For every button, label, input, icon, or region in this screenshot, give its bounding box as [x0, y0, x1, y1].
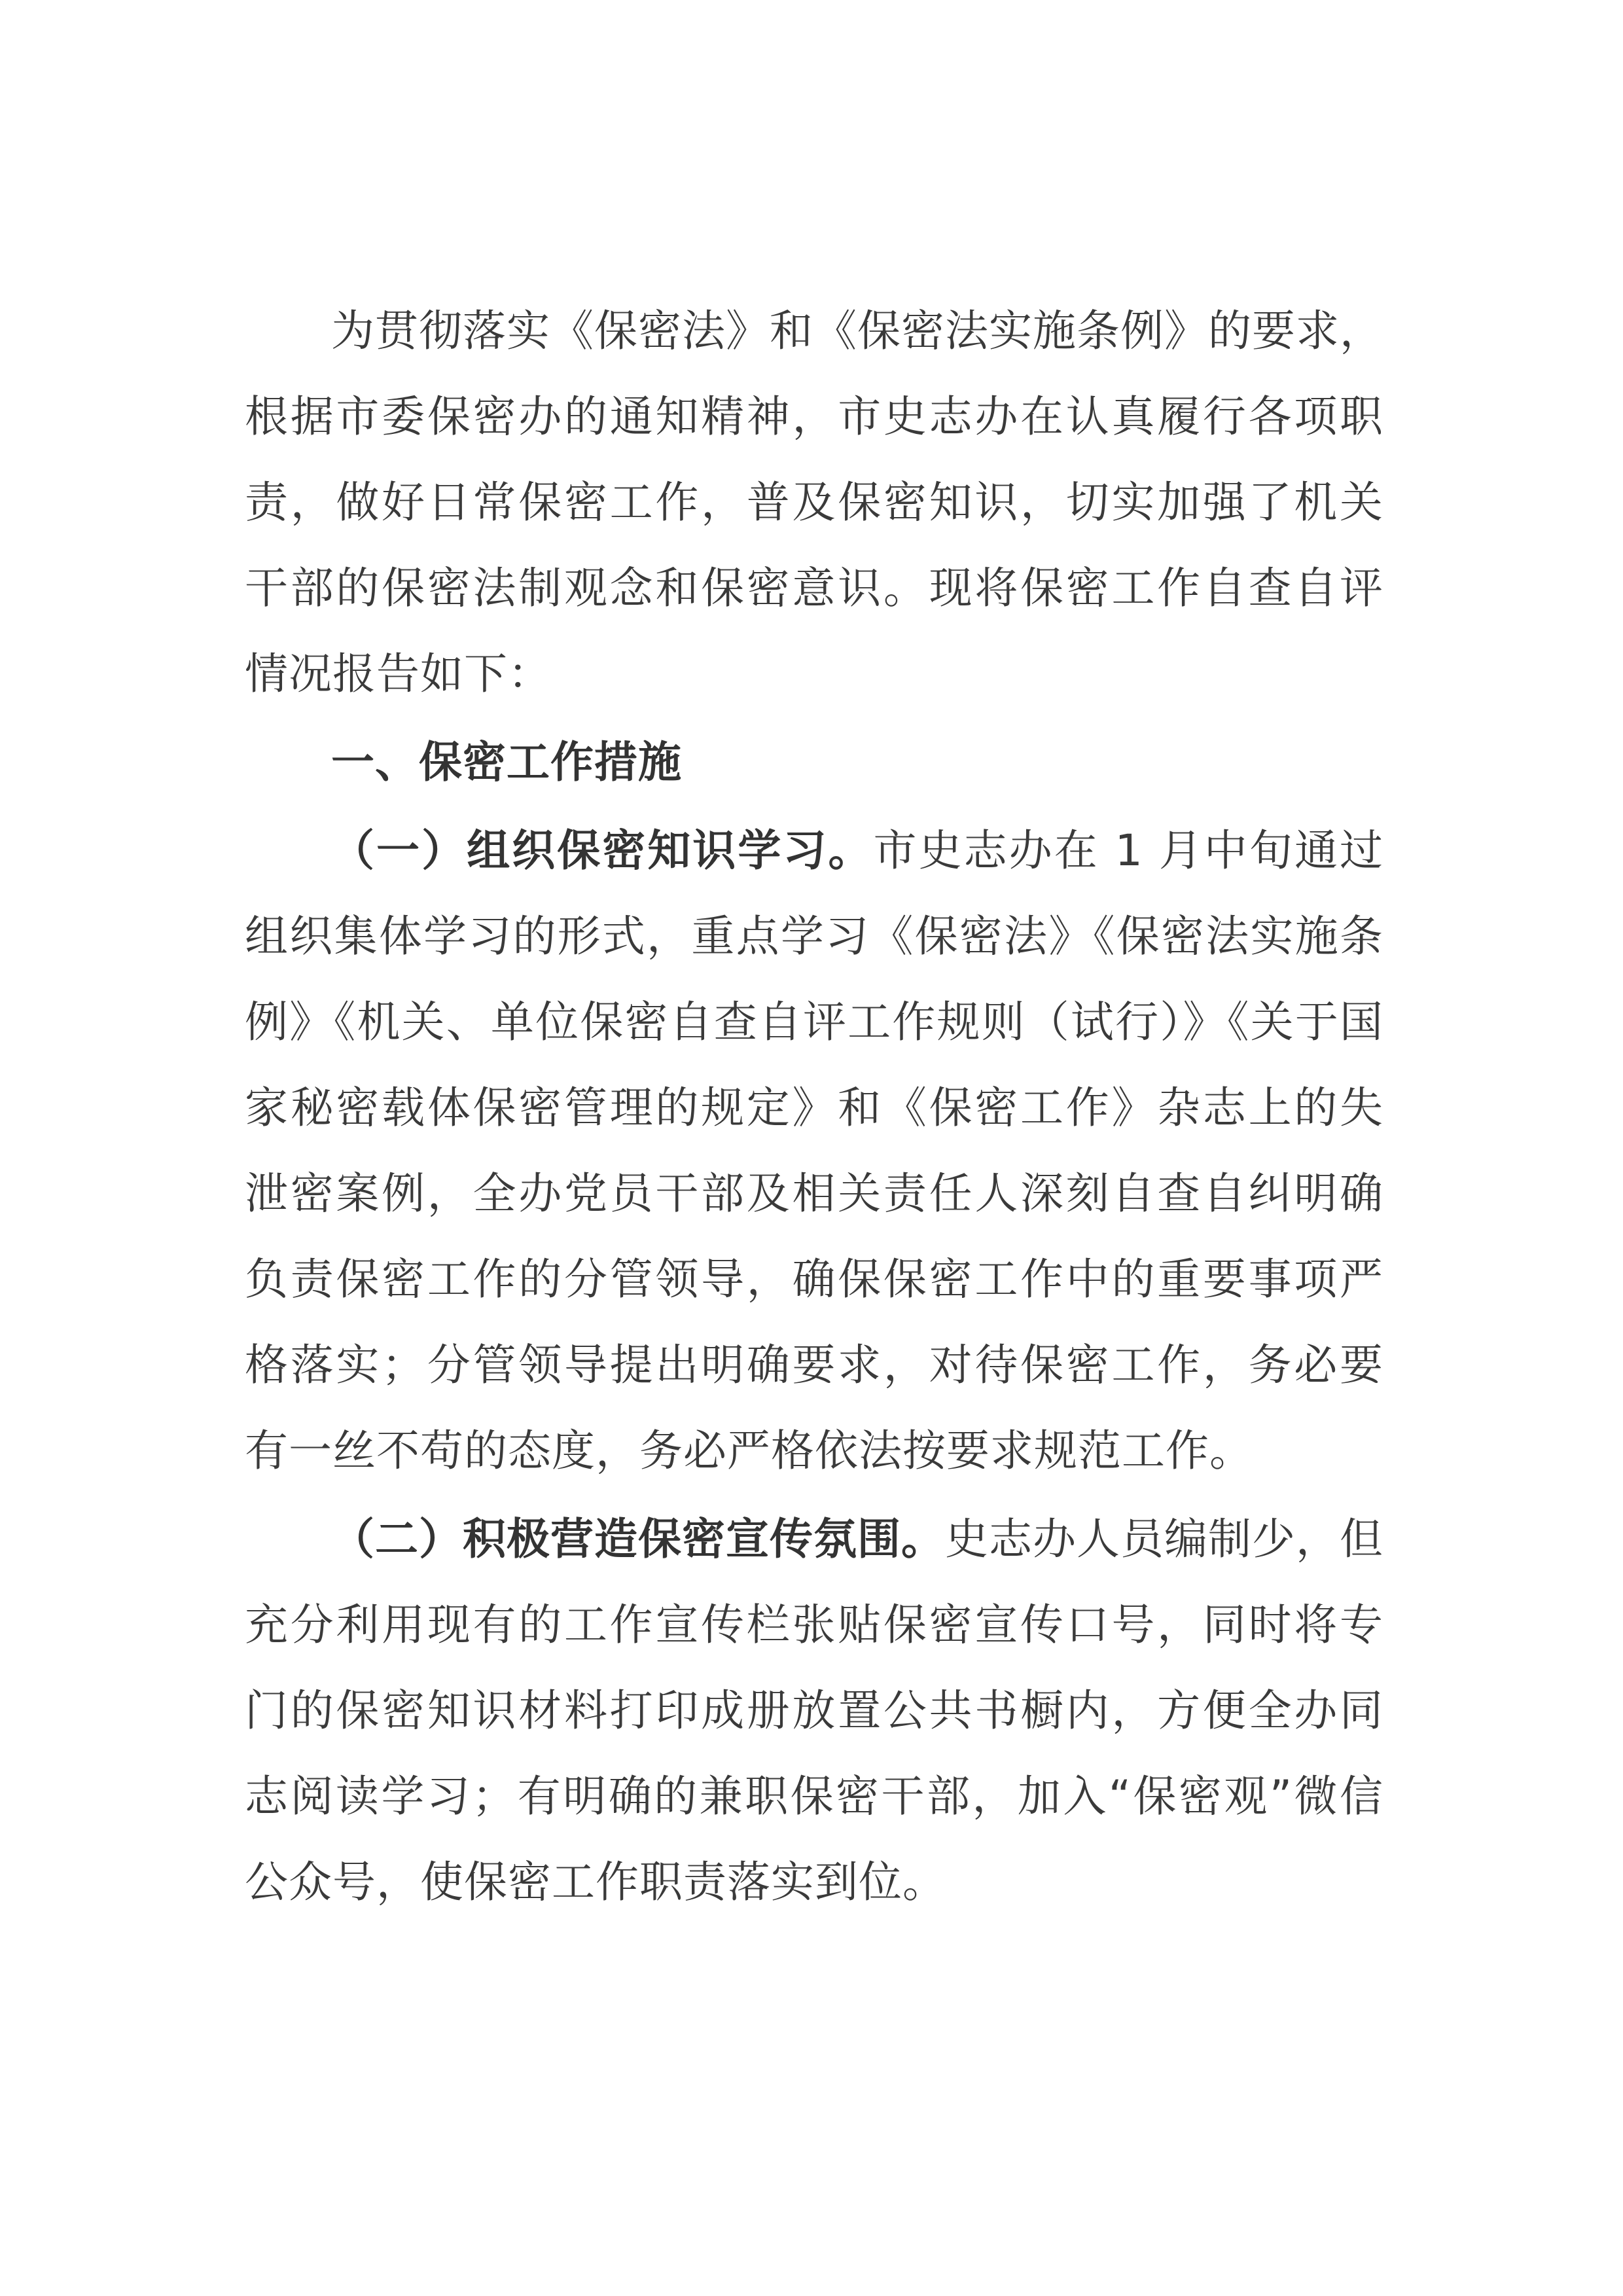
- item-2-paragraph: [245, 1496, 1383, 1925]
- item-1-paragraph: [245, 808, 1383, 1494]
- section-heading-1: 一、保密工作措施: [331, 737, 682, 787]
- intro-paragraph: 为贯彻落实《保密法》和《保密法实施条例》的要求，根据市委保密办的通知精神，市史志办在认真履行各项职责，做好日常保密工作，普及保密知识，切实加强了机关干部的保密法制观念和保密意识。现将保密工作自查自评情况报告如下：: [245, 306, 1383, 699]
- item-1-body: 市史志办在 1 月中旬通过组织集体学习的形式，重点学习《保密法》《保密法实施条例》《机关、单位保密自查自评工作规则（试行）》《关于国家秘密载体保密管理的规定》和《保密工作》杂志上的失泄密案例，全办党员干部及相关责任人深刻自查自纠明确负责保密工作的分管领导，确保保密工作中的重要事项严格落实；分管领导提出明确要求，对待保密工作，务必要有一丝不苟的态度，务必严格依法按要求规范工作。: [245, 825, 1383, 1476]
- item-2-body: 史志办人员编制少，但充分利用现有的工作宣传栏张贴保密宣传口号，同时将专门的保密知识材料打印成册放置公共书橱内，方便全办同志阅读学习；有明确的兼职保密干部，加入“保密观”微信公众号，使保密工作职责落实到位。: [245, 1514, 1383, 1907]
- item-2-title: （二）积极营造保密宣传氛围。: [331, 1514, 945, 1564]
- document-body: [245, 288, 1383, 1925]
- item-1-title: （一）组织保密知识学习。: [331, 825, 874, 876]
